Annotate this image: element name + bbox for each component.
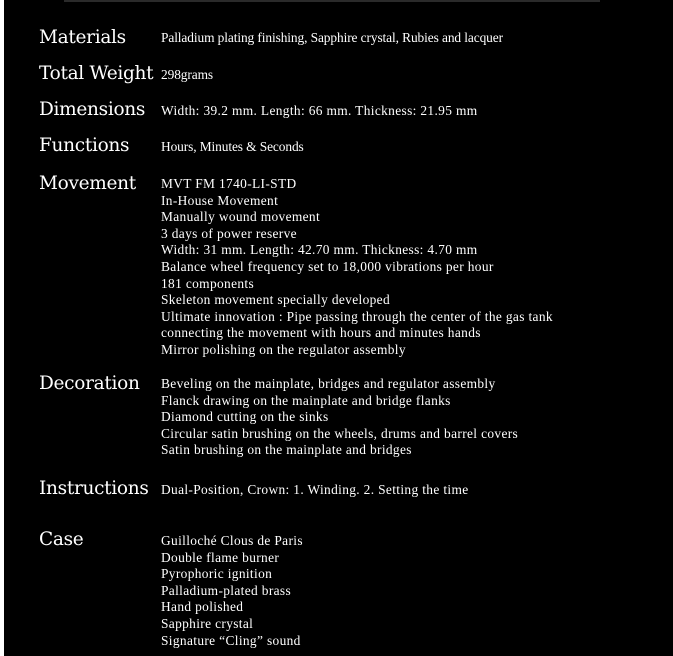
- spec-label: Functions: [39, 135, 130, 156]
- spec-value-line: Ultimate innovation : Pipe passing through the center of the gas tank: [161, 308, 553, 324]
- spec-value-line: 181 components: [161, 275, 255, 291]
- spec-value-line: Circular satin brushing on the wheels, drums and barrel covers: [161, 425, 519, 441]
- spec-value-line: Signature “Cling” sound: [161, 632, 301, 648]
- spec-value: [161, 482, 469, 499]
- spec-value-line: Width: 31 mm. Length: 42.70 mm. Thickness: 4.70 mm: [161, 242, 478, 258]
- spec-value-line: Double flame burner: [161, 549, 280, 565]
- spec-value-line: Guilloché Clous de Paris: [161, 533, 303, 548]
- spec-sheet: [4, 0, 673, 656]
- spec-value: [161, 30, 503, 47]
- spec-value-line: Diamond cutting on the sinks: [161, 409, 329, 425]
- spec-value-line: connecting the movement with hours and minutes hands: [161, 325, 481, 341]
- spec-value-line: Manually wound movement: [161, 209, 321, 225]
- spec-value-line: 3 days of power reserve: [161, 225, 297, 241]
- spec-value-line: In-House Movement: [161, 192, 279, 208]
- spec-value-line: Palladium plating finishing, Sapphire crystal, Rubies and lacquer: [161, 30, 503, 45]
- spec-label: Total Weight: [39, 63, 154, 84]
- spec-label: Materials: [39, 27, 126, 48]
- spec-value-line: Beveling on the mainplate, bridges and regulator assembly: [161, 376, 496, 391]
- spec-label: Dimensions: [39, 99, 146, 120]
- spec-label: Case: [39, 529, 84, 550]
- spec-value-line: Dual-Position, Crown: 1. Winding. 2. Setting the time: [161, 482, 469, 497]
- spec-value-line: Balance wheel frequency set to 18,000 vibrations per hour: [161, 258, 494, 274]
- spec-value-line: Mirror polishing on the regulator assembly: [161, 341, 406, 357]
- spec-value: [161, 376, 518, 459]
- spec-value-line: Palladium-plated brass: [161, 582, 292, 598]
- spec-value-line: Pyrophoric ignition: [161, 566, 273, 582]
- spec-value-line: Satin brushing on the mainplate and bridges: [161, 442, 412, 458]
- spec-label: Decoration: [39, 373, 140, 394]
- spec-value-line: Width: 39.2 mm. Length: 66 mm. Thickness: 21.95 mm: [161, 103, 478, 118]
- spec-value-line: MVT FM 1740-LI-STD: [161, 176, 297, 191]
- spec-label: Instructions: [39, 478, 149, 499]
- spec-value-line: Hours, Minutes & Seconds: [161, 139, 304, 154]
- spec-value: [161, 533, 303, 649]
- spec-value-line: Sapphire crystal: [161, 615, 254, 631]
- spec-value-line: Skeleton movement specially developed: [161, 292, 390, 308]
- top-divider: [64, 0, 600, 2]
- spec-value: [161, 176, 553, 359]
- spec-value: [161, 103, 478, 120]
- spec-label: Movement: [39, 173, 136, 194]
- spec-value-line: 298grams: [161, 67, 214, 82]
- spec-value: [161, 139, 304, 156]
- spec-value-line: Flanck drawing on the mainplate and bridge flanks: [161, 392, 451, 408]
- spec-value: [161, 67, 213, 84]
- spec-value-line: Hand polished: [161, 599, 244, 615]
